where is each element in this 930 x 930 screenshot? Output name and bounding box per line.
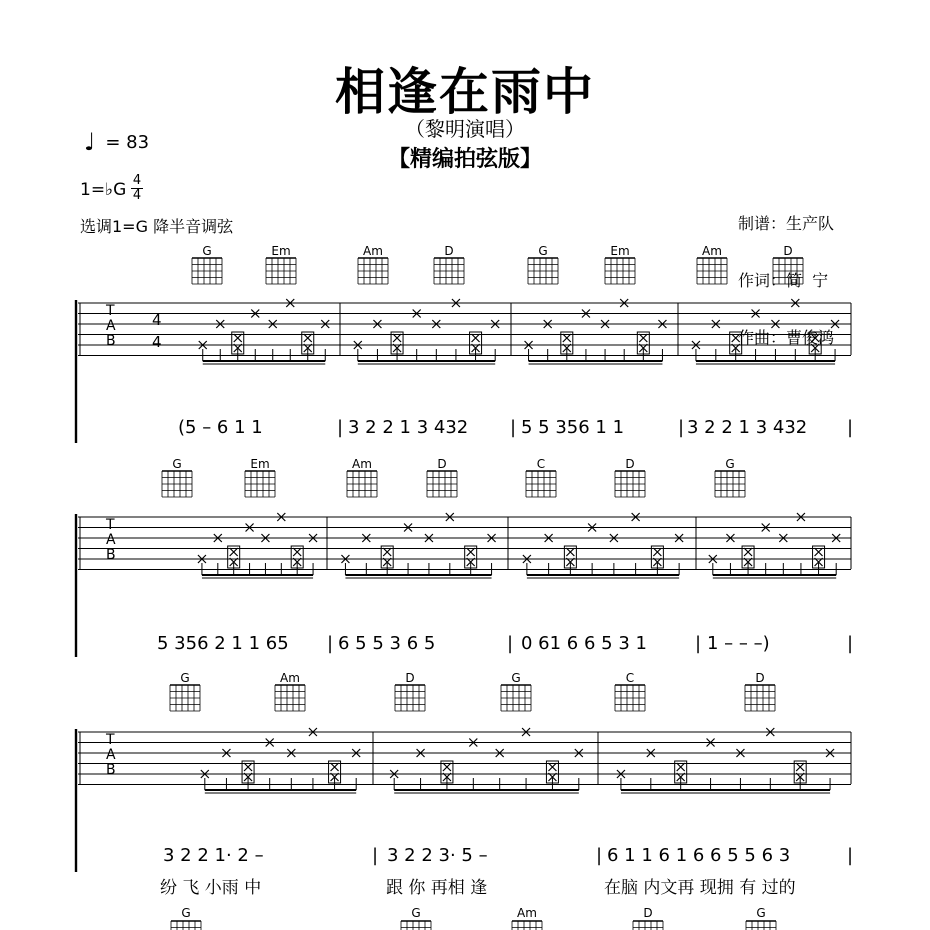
chord-diagram: D	[625, 457, 635, 471]
chord-diagram: C	[536, 457, 546, 471]
chord-diagram: D	[437, 457, 447, 471]
x-note	[811, 334, 819, 342]
composer-credit: 作曲：曹俊鸿	[738, 328, 835, 347]
tab-clef: T A B	[106, 732, 116, 778]
chord-diagram: Am	[517, 906, 537, 920]
time-bottom: 4	[132, 188, 142, 203]
barline: |	[507, 633, 514, 654]
chord-diagram: Em	[271, 244, 291, 258]
x-note	[331, 763, 339, 771]
lyric-line: 纷 飞 小雨 中	[160, 878, 262, 898]
chord-diagram: Em	[250, 457, 270, 471]
chord-diagram: G	[538, 244, 548, 258]
numbered-notation: 0 61 6 6 5 3 1	[521, 633, 647, 654]
chord-diagram: G	[756, 906, 766, 920]
barline: |	[847, 845, 854, 866]
song-title: 相逢在雨中	[335, 63, 595, 121]
chord-diagram: G	[172, 457, 182, 471]
x-note	[230, 548, 238, 556]
chord-diagram: Em	[610, 244, 630, 258]
key-signature: 1=♭G	[80, 180, 127, 200]
numbered-notation: 1 – – –)	[707, 633, 770, 654]
x-note	[548, 763, 556, 771]
chord-diagram: Am	[702, 244, 722, 258]
chord-diagram: Am	[280, 671, 300, 685]
chord-diagram: D	[783, 244, 793, 258]
tab-time-signature: 4 4	[152, 311, 162, 351]
song-subtitle: （黎明演唱）	[405, 117, 525, 141]
x-note	[472, 334, 480, 342]
chord-diagram: D	[643, 906, 653, 920]
numbered-notation: 6 5 5 3 6 5	[338, 633, 436, 654]
x-note	[677, 763, 685, 771]
edition-label: 【精编拍弦版】	[387, 147, 542, 172]
numbered-notation: 3 2 2 1 3 432	[348, 417, 469, 438]
chord-diagram: D	[405, 671, 415, 685]
x-note	[393, 334, 401, 342]
x-note	[796, 763, 804, 771]
capo-note: 选调1=G 降半音调弦	[80, 217, 234, 236]
numbered-notation: 5 5 356 1 1	[521, 417, 625, 438]
x-note	[732, 334, 740, 342]
x-note	[443, 763, 451, 771]
x-note	[744, 548, 752, 556]
x-note	[566, 548, 574, 556]
tempo-value: = 83	[105, 131, 150, 153]
numbered-notation: 3 2 2 1· 2 –	[163, 845, 264, 866]
barline: |	[695, 633, 702, 654]
chord-diagram: G	[411, 906, 421, 920]
x-note	[293, 548, 301, 556]
chord-diagram: D	[444, 244, 454, 258]
lyricist-credit: 作词：简 宁	[738, 271, 829, 290]
barline: |	[337, 417, 344, 438]
lyric-line: 在脑 内文再 现拥 有 过的	[604, 878, 796, 898]
chord-diagram: D	[755, 671, 765, 685]
chord-diagram: Am	[352, 457, 372, 471]
x-note	[304, 334, 312, 342]
tab-clef: T A B	[106, 303, 116, 349]
barline: |	[510, 417, 517, 438]
numbered-notation: 5 356 2 1 1 65	[157, 633, 289, 654]
x-note	[234, 334, 242, 342]
x-note	[653, 548, 661, 556]
time-top: 4	[132, 173, 142, 188]
x-note	[244, 763, 252, 771]
x-note	[815, 548, 823, 556]
tab-clef: T A B	[106, 517, 116, 563]
barline: |	[847, 417, 854, 438]
x-note	[639, 334, 647, 342]
arranger-credit: 制谱：生产队	[738, 214, 835, 233]
numbered-notation: 3 2 2 1 3 432	[687, 417, 808, 438]
numbered-notation: 3 2 2 3· 5 –	[387, 845, 488, 866]
barline: |	[372, 845, 379, 866]
chord-diagram: G	[725, 457, 735, 471]
x-note	[563, 334, 571, 342]
barline: |	[596, 845, 603, 866]
barline: |	[847, 633, 854, 654]
barline: |	[327, 633, 334, 654]
chord-diagram: G	[511, 671, 521, 685]
chord-diagram: G	[181, 906, 191, 920]
x-note	[467, 548, 475, 556]
x-note	[383, 548, 391, 556]
barline: |	[678, 417, 685, 438]
chord-diagram: G	[180, 671, 190, 685]
quarter-note-icon: ♩	[84, 128, 96, 156]
chord-diagram: G	[202, 244, 212, 258]
chord-diagram: Am	[363, 244, 383, 258]
numbered-notation: (5 – 6 1 1	[178, 417, 263, 438]
numbered-notation: 6 1 1 6 1 6 6 5 5 6 3	[607, 845, 791, 866]
chord-diagram: C	[625, 671, 635, 685]
lyric-line: 跟 你 再相 逢	[386, 878, 488, 898]
